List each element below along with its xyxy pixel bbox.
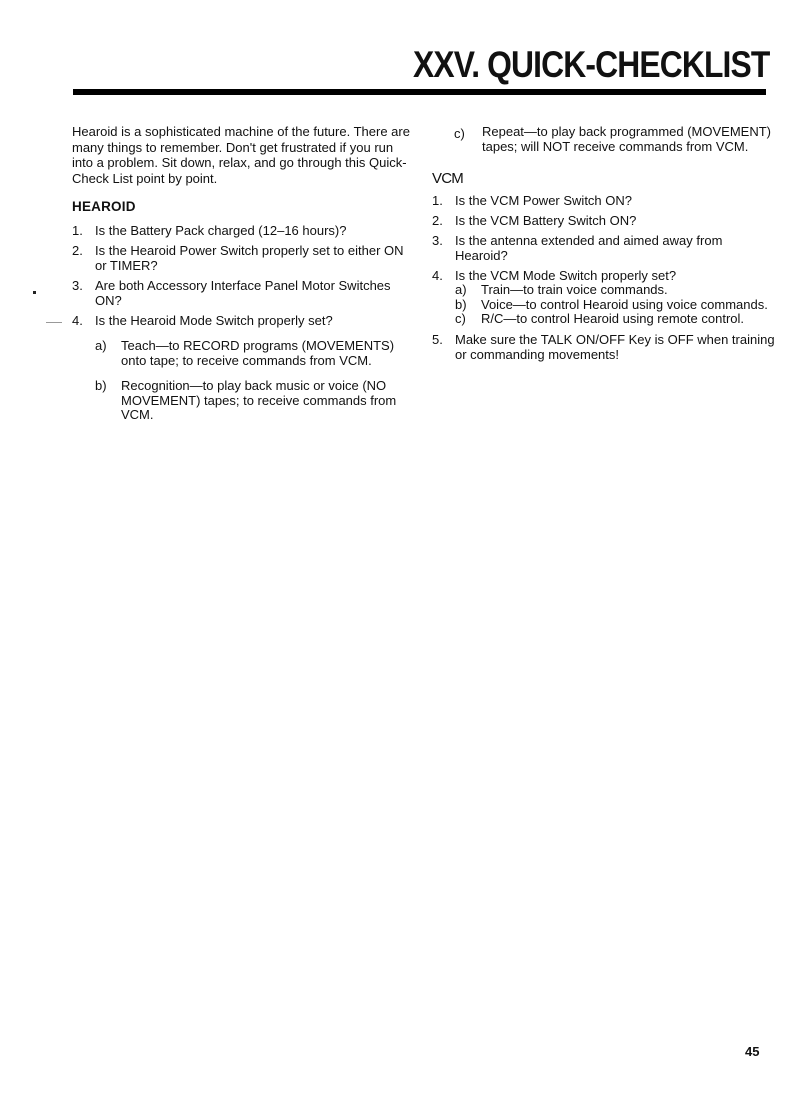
- sub-list-item: [455, 312, 777, 327]
- hearoid-checklist: [72, 223, 417, 423]
- list-item: [432, 332, 777, 362]
- left-column: [72, 124, 417, 428]
- list-item: [72, 243, 417, 273]
- list-item: [72, 278, 417, 308]
- page-title: XXV. QUICK-CHECKLIST: [412, 44, 769, 85]
- vcm-mode-list: [455, 283, 777, 327]
- vcm-heading: VCM: [432, 170, 463, 187]
- sub-list-item: [95, 339, 417, 368]
- page-number: 45: [745, 1044, 760, 1059]
- sub-item-text: Teach—to RECORD programs (MOVEMENTS) onto tape; to receive commands from VCM.: [121, 338, 395, 368]
- sub-list-item: [95, 379, 417, 423]
- item-text: Is the antenna extended and aimed away from Hearoid?: [455, 233, 723, 263]
- right-column: [432, 124, 777, 367]
- sub-item-letter: b): [455, 296, 467, 312]
- item-text: Make sure the TALK ON/OFF Key is OFF when training or commanding movements!: [455, 331, 775, 362]
- item-number: 2.: [432, 213, 443, 228]
- hearoid-heading: HEAROID: [72, 199, 136, 215]
- sub-item-text: Repeat—to play back programmed (MOVEMENT) tapes; will NOT receive commands from VCM.: [482, 124, 771, 154]
- item-text: Are both Accessory Interface Panel Motor Switches ON?: [95, 278, 391, 309]
- item-number: 2.: [72, 243, 83, 259]
- list-item: [432, 268, 777, 327]
- sub-item-letter: c): [455, 311, 466, 326]
- list-item: [432, 193, 777, 208]
- title-rule: [73, 89, 766, 95]
- sub-list-item: [455, 283, 777, 298]
- sub-list-item: [455, 298, 777, 313]
- intro-paragraph: Hearoid is a sophisticated machine of the future. There are many things to remember. Don't get frustrated if you run into a problem. Sit down, relax, and go through this Quick-Check List point by point.: [72, 124, 410, 186]
- sub-item-text: R/C—to control Hearoid using remote control.: [481, 311, 745, 326]
- item-text: Is the Hearoid Power Switch properly set to either ON or TIMER?: [95, 243, 404, 274]
- item-number: 3.: [72, 278, 83, 294]
- hearoid-mode-list: [95, 339, 417, 423]
- item-number: 1.: [72, 223, 83, 239]
- list-item: [432, 233, 777, 263]
- sub-item-letter: a): [455, 282, 467, 297]
- item-text: Is the VCM Power Switch ON?: [455, 193, 632, 208]
- sub-list-item: [432, 125, 777, 154]
- scan-speck: [33, 291, 36, 294]
- item-number: 5.: [432, 331, 443, 347]
- sub-item-text: Voice—to control Hearoid using voice commands.: [481, 296, 768, 312]
- sub-item-text: Train—to train voice commands.: [481, 282, 668, 297]
- item-number: 1.: [432, 193, 443, 208]
- item-number: 4.: [72, 313, 83, 329]
- item-text: Is the VCM Battery Switch ON?: [455, 213, 637, 228]
- item-number: 4.: [432, 268, 443, 283]
- sub-item-text: Recognition—to play back music or voice (NO MOVEMENT) tapes; to receive commands from VCM.: [121, 378, 397, 423]
- sub-item-letter: a): [95, 338, 107, 354]
- sub-item-letter: c): [454, 126, 465, 141]
- item-text: Is the VCM Mode Switch properly set?: [455, 268, 677, 283]
- item-text: Is the Battery Pack charged (12–16 hours)?: [95, 223, 347, 239]
- list-item: [432, 213, 777, 228]
- scan-speck: [46, 322, 62, 323]
- list-item: [72, 223, 417, 238]
- item-number: 3.: [432, 233, 443, 248]
- sub-item-letter: b): [95, 378, 107, 394]
- list-item: [72, 313, 417, 423]
- item-text: Is the Hearoid Mode Switch properly set?: [95, 313, 333, 329]
- vcm-checklist: [432, 193, 777, 362]
